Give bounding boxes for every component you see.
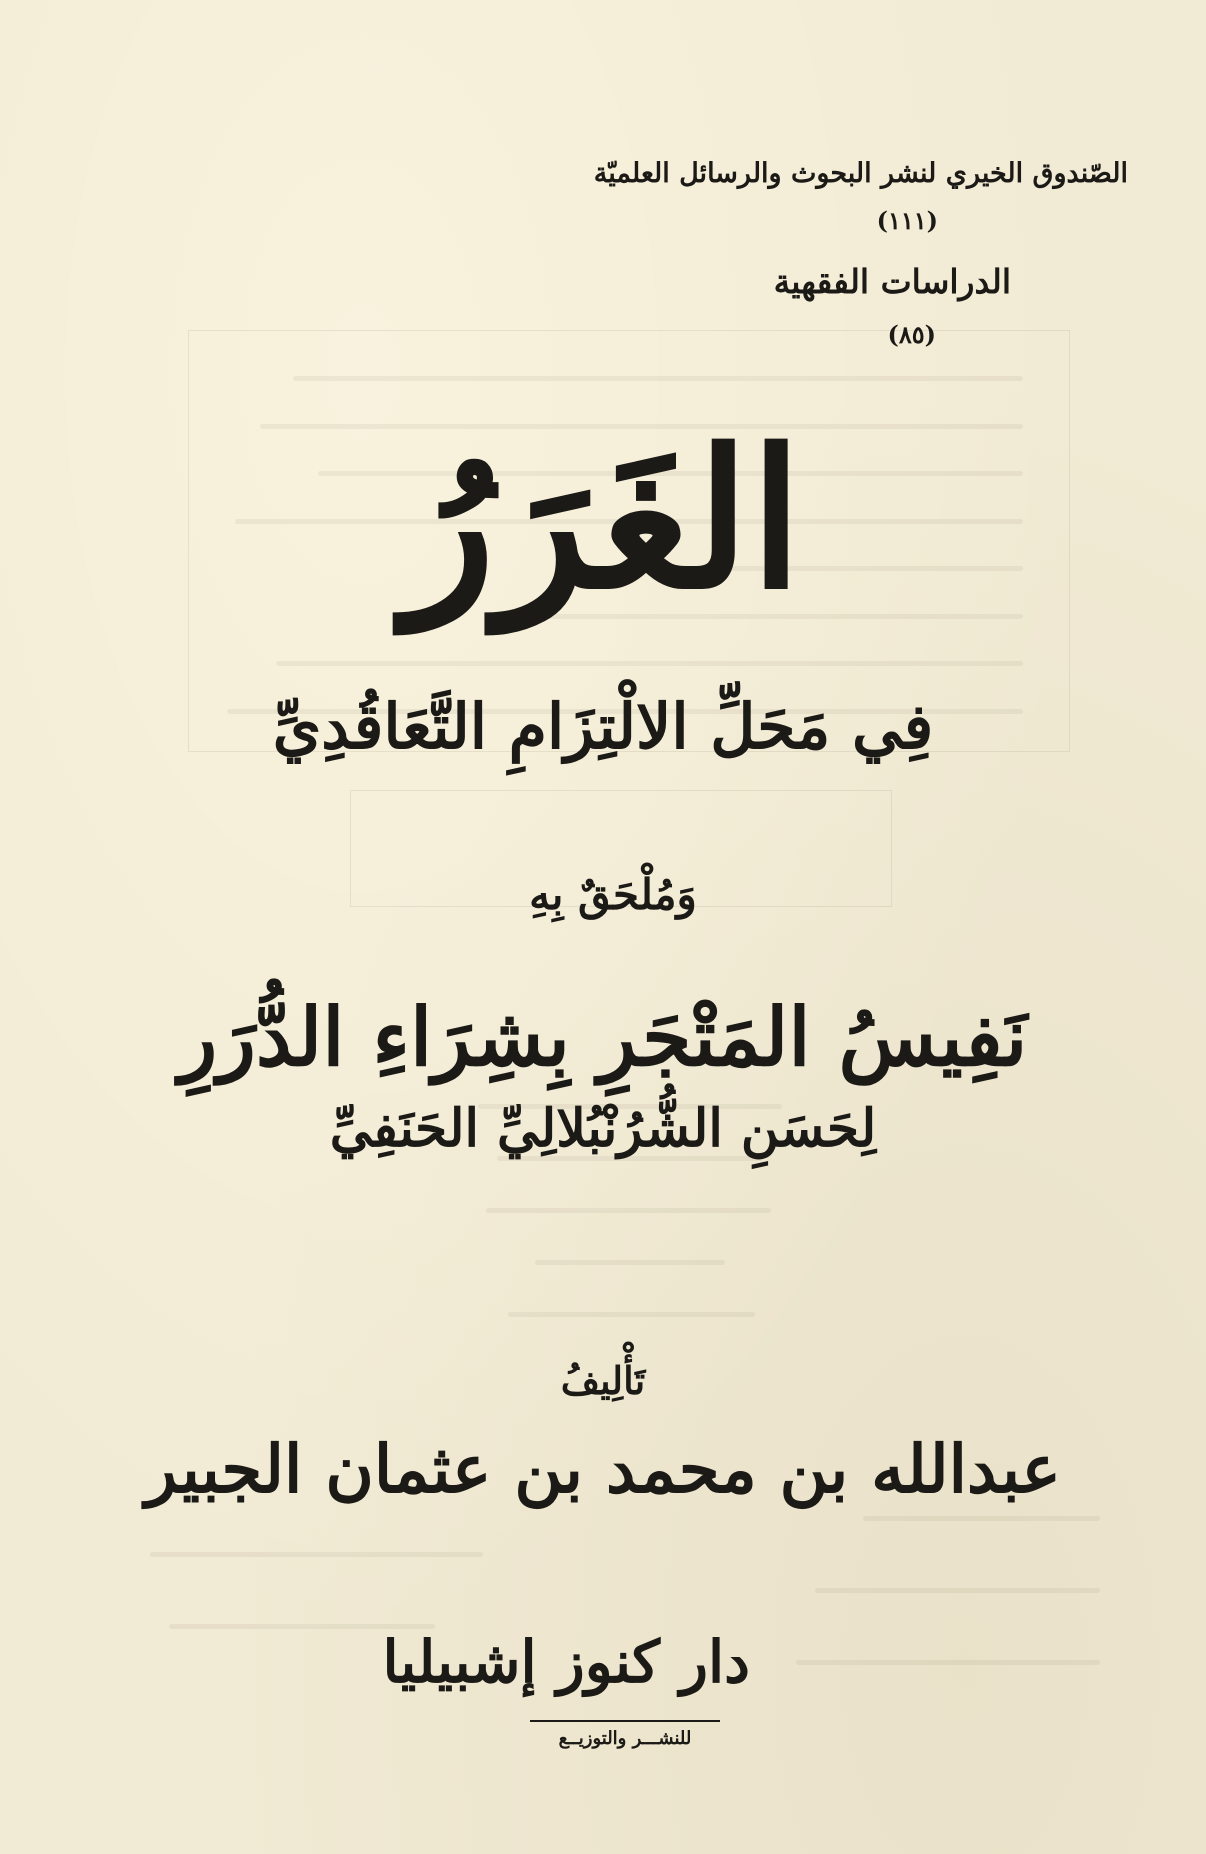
publisher-name: دار كنوز إشبيليا	[382, 1628, 750, 1696]
author-label: تَأْلِيفُ	[560, 1358, 646, 1403]
appendix-author: لِحَسَنِ الشُّرُنْبُلالِيِّ الحَنَفِيِّ	[329, 1098, 877, 1159]
publisher-logo	[382, 1628, 750, 1758]
publisher-divider	[530, 1720, 720, 1722]
subseries-name: الدراسات الفقهية	[773, 262, 1011, 301]
series-number: (١١١)	[876, 206, 938, 235]
subseries-number: (٨٥)	[887, 320, 936, 349]
appendix-label: وَمُلْحَقٌ بِهِ	[529, 870, 697, 919]
author-name: عبدالله بن محمد بن عثمان الجبير	[145, 1430, 1061, 1508]
series-name: الصّندوق الخيري لنشر البحوث والرسائل العلميّة	[593, 158, 1128, 189]
book-subtitle: فِي مَحَلِّ الالْتِزَامِ التَّعَاقُدِيِّ	[272, 690, 934, 763]
book-main-title: الغَرَرُ	[403, 408, 803, 631]
appendix-title: نَفِيسُ المَتْجَرِ بِشِرَاءِ الدُّرَرِ	[178, 990, 1028, 1084]
publisher-tagline: للنشـــر والتوزيــع	[558, 1728, 692, 1749]
